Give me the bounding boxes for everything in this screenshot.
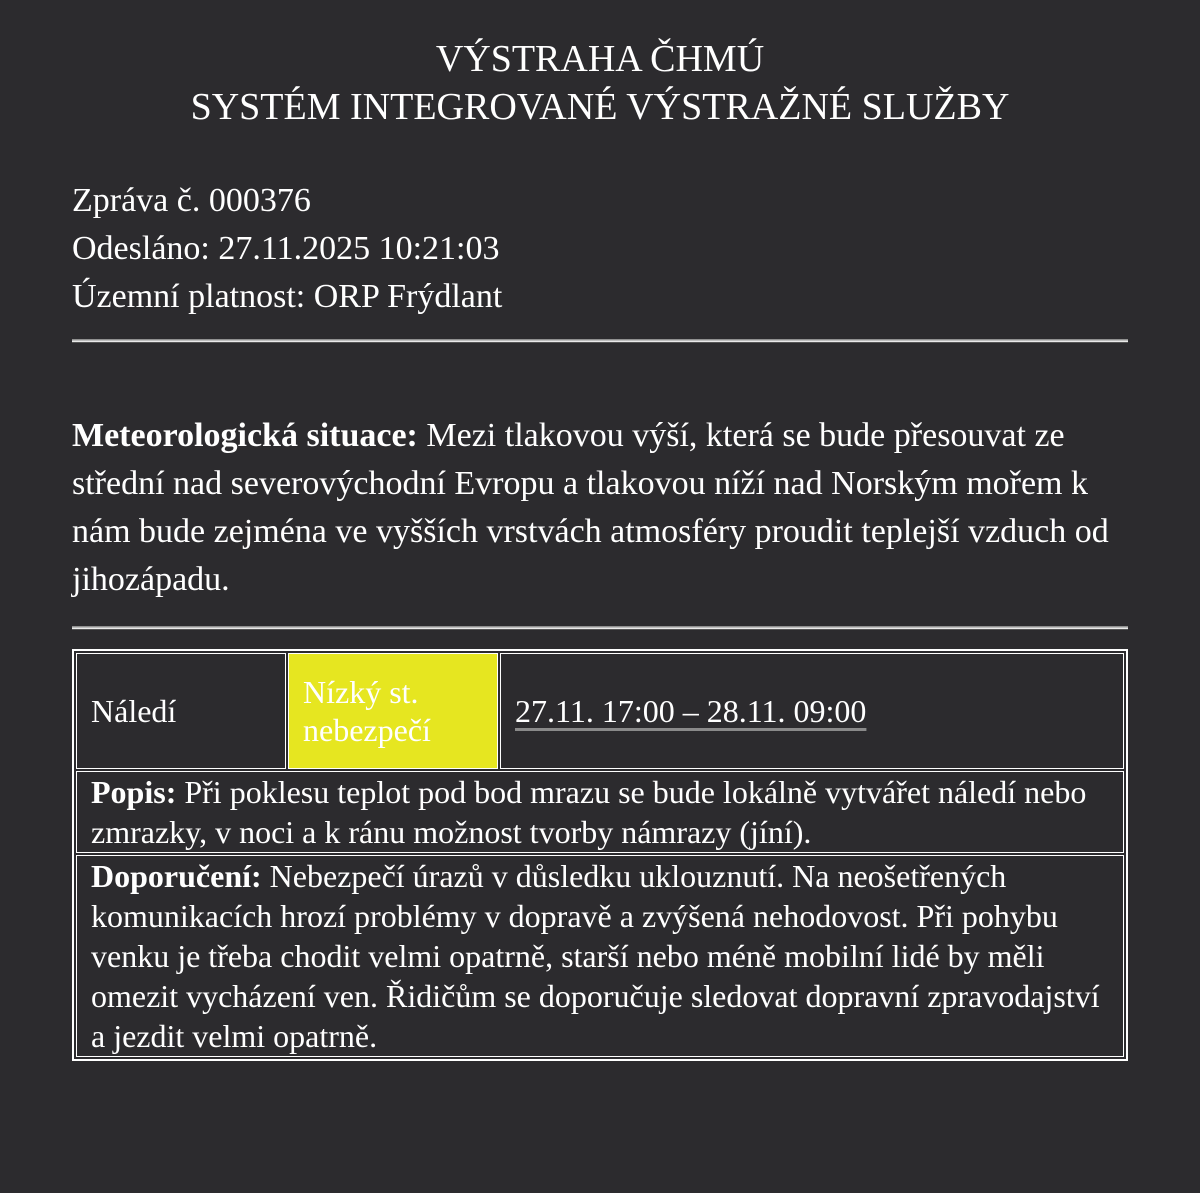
sent-timestamp: Odesláno: 27.11.2025 10:21:03 [72,230,500,267]
description-label: Popis: [91,774,177,810]
danger-level-line2: nebezpečí [303,712,431,748]
warning-table [72,649,1128,1061]
document-header [72,0,1128,131]
description-row [76,771,1124,853]
message-number: Zpráva č. 000376 [72,182,311,219]
validity-cell [500,653,1124,769]
territorial-validity: Územní platnost: ORP Frýdlant [72,278,503,315]
recommendation-cell [76,855,1124,1057]
description-text: Při poklesu teplot pod bod mrazu se bude lokálně vytvářet náledí nebo zmrazky, v noci a k ránu možnost tvorby námrazy (jíní). [91,774,1087,850]
description-cell [76,771,1124,853]
validity-link[interactable]: 27.11. 17:00 – 28.11. 09:00 [515,693,867,729]
situation-text: Mezi tlakovou výší, která se bude přesouvat ze střední nad severovýchodní Evropu a tlakovou níží nad Norským mořem k nám bude zejména ve vyšších vrstvách atmosféry proudit teplejší vzduch od jihozápadu. [72,417,1109,598]
danger-level-line1: Nízký st. [303,674,419,710]
situation-label: Meteorologická situace: [72,417,418,454]
page-subtitle: SYSTÉM INTEGROVANÉ VÝSTRAŽNÉ SLUŽBY [190,86,1010,128]
page-title: VÝSTRAHA ČHMÚ [435,38,765,80]
phenomenon-cell [76,653,286,769]
divider [72,626,1128,629]
message-metadata [72,177,1128,321]
divider [72,339,1128,342]
meteorological-situation [72,412,1128,604]
recommendation-label: Doporučení: [91,858,262,894]
warning-summary-row [76,653,1124,769]
recommendation-row [76,855,1124,1057]
recommendation-text: Nebezpečí úrazů v důsledku uklouznutí. Na neošetřených komunikacích hrozí problémy v dopravě a zvýšená nehodovost. Při pohybu venku je třeba chodit velmi opatrně, starší nebo méně mobilní lidé by měli omezit vycházení ven. Řidičům se doporučuje sledovat dopravní zpravodajství a jezdit velmi opatrně. [91,858,1100,1054]
phenomenon-name: Náledí [91,693,177,729]
danger-level-badge [288,653,498,769]
